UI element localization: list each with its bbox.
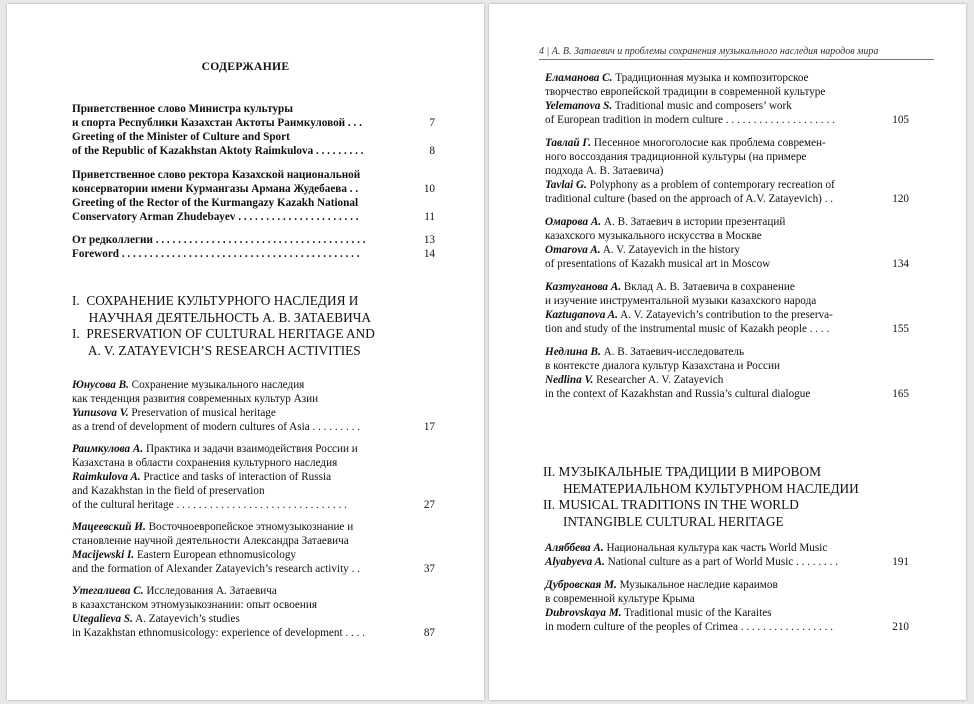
entry-line: [72, 584, 277, 598]
title-en: A. Zatayevich’s studies: [132, 613, 240, 625]
title-en: and Kazakhstan in the field of preservation: [72, 485, 265, 497]
author-en: Yelemanova S.: [545, 100, 613, 112]
title-ru: А. В. Затаевич-исследователь: [600, 346, 745, 358]
page-number: 165: [892, 388, 909, 400]
author-ru: Дубровская М.: [545, 579, 617, 591]
front-entry-text: и спорта Республики Казахстан Актоты Раимкуловой . . .: [72, 117, 362, 129]
title-ru: в контексте диалога культур Казахстана и России: [545, 360, 780, 372]
front-entry-text: Приветственное слово Министра культуры: [72, 103, 294, 115]
title-ru: как тенденция развития современных культур Азии: [72, 393, 319, 405]
title-ru: Песенное многоголосие как проблема современ-: [591, 137, 826, 149]
title-ru: Исследования А. Затаевича: [143, 585, 277, 597]
entry-line: [545, 592, 695, 606]
title-en: Polyphony as a problem of contemporary recreation of: [586, 179, 835, 191]
entry-line: [72, 378, 304, 392]
front-entry-line: [72, 233, 366, 247]
author-ru: Омарова А.: [545, 216, 602, 228]
page-number: 17: [423, 421, 435, 433]
title-en: A. V. Zatayevich’s contribution to the preserva-: [617, 309, 833, 321]
title-ru: в казахстанском этномузыкознании: опыт освоения: [72, 599, 318, 611]
title-ru: Национальная культура как часть World Music: [603, 542, 828, 554]
entry-line: [545, 136, 826, 150]
title-ru: подхода А. В. Затаевича): [545, 165, 664, 177]
page-number: 11: [424, 211, 435, 223]
entry-line: [545, 150, 806, 164]
section-heading: A. V. ZATAYEVICH’S RESEARCH ACTIVITIES: [72, 342, 361, 358]
title-en: Practice and tasks of interaction of Russia: [140, 471, 332, 483]
entry-line: [545, 555, 838, 569]
author-en: Alyabyeva A.: [545, 556, 605, 568]
author-ru: Юнусова В.: [72, 379, 129, 391]
header-rule: [539, 59, 934, 60]
entry-line: [545, 387, 810, 401]
page-number: 155: [892, 323, 909, 335]
left-page: [7, 4, 484, 700]
entry-line: [545, 257, 770, 271]
page-number: 191: [892, 556, 909, 568]
entry-line: [72, 406, 276, 420]
front-entry-line: [72, 210, 359, 224]
entry-line: [72, 548, 296, 562]
author-ru: Аляббева А.: [545, 542, 604, 554]
author-en: Yunusova V.: [72, 407, 129, 419]
title-en: as a trend of development of modern cultures of Asia . . . . . . . . .: [72, 421, 361, 433]
author-ru: Утегалиева С.: [72, 585, 144, 597]
section-heading: II. MUSICAL TRADITIONS IN THE WORLD: [543, 497, 799, 512]
section-heading: НАУЧНАЯ ДЕЯТЕЛЬНОСТЬ А. В. ЗАТАЕВИЧА: [72, 309, 371, 325]
entry-line: [72, 598, 317, 612]
title-en: National culture as a part of World Music . . . . . . . .: [604, 556, 839, 568]
entry-line: [72, 562, 360, 576]
author-en: Tavlai G.: [545, 179, 587, 191]
page-number: 10: [423, 183, 435, 195]
title-en: and the formation of Alexander Zatayevich’s research activity . .: [72, 563, 360, 575]
author-ru: Еламанова С.: [545, 72, 613, 84]
author-en: Omarova A.: [545, 244, 601, 256]
entry-line: [545, 606, 772, 620]
running-header: 4 | А. В. Затаевич и проблемы сохранения музыкального наследия народов мира: [539, 46, 879, 57]
author-en: Nedlina V.: [545, 374, 594, 386]
title-en: traditional culture (based on the approach of A.V. Zatayevich) . .: [545, 193, 834, 205]
entry-line: [72, 470, 331, 484]
page-number: 14: [423, 248, 435, 260]
section-heading: INTANGIBLE CULTURAL HERITAGE: [543, 513, 784, 529]
entry-line: [545, 229, 762, 243]
page-number: 210: [892, 621, 909, 633]
author-en: Macijewski I.: [72, 549, 135, 561]
title-ru: Традиционная музыка и композиторское: [612, 72, 809, 84]
entry-line: [72, 612, 240, 626]
entry-line: [545, 359, 780, 373]
entry-line: [72, 456, 337, 470]
title-en: Researcher A. V. Zatayevich: [593, 374, 724, 386]
title-en: Eastern European ethnomusicology: [134, 549, 297, 561]
front-entry-line: [72, 144, 364, 158]
page-number: 8: [429, 145, 435, 157]
page-number: 105: [892, 114, 909, 126]
author-en: Kaztuganova A.: [545, 309, 618, 321]
entry-line: [72, 392, 318, 406]
entry-line: [545, 99, 792, 113]
section-heading: I. СОХРАНЕНИЕ КУЛЬТУРНОГО НАСЛЕДИЯ И: [72, 293, 359, 308]
title-en: of presentations of Kazakh musical art in Moscow: [545, 258, 771, 270]
entry-line: [545, 243, 740, 257]
section-heading: НЕМАТЕРИАЛЬНОМ КУЛЬТУРНОМ НАСЛЕДИИ: [543, 480, 859, 496]
entry-line: [545, 294, 816, 308]
title-ru: Практика и задачи взаимодействия России и: [143, 443, 358, 455]
front-entry-line: [72, 168, 360, 182]
front-entry-line: [72, 116, 362, 130]
entry-line: [72, 520, 353, 534]
front-entry-text: Greeting of the Rector of the Kurmangazy Kazakh National: [72, 197, 359, 209]
entry-line: [545, 178, 835, 192]
page-number: 13: [423, 234, 435, 246]
section-heading: I. PRESERVATION OF CULTURAL HERITAGE AND: [72, 326, 375, 341]
author-en: Utegalieva S.: [72, 613, 133, 625]
title-en: tion and study of the instrumental music of Kazakh people . . . .: [545, 323, 830, 335]
title-en: Traditional music and composers’ work: [612, 100, 792, 112]
title-en: in the context of Kazakhstan and Russia’s cultural dialogue: [545, 388, 811, 400]
entry-line: [545, 192, 833, 206]
front-entry-text: Приветственное слово ректора Казахской национальной: [72, 169, 361, 181]
author-en: Dubrovskaya M.: [545, 607, 622, 619]
title-ru: А. В. Затаевич в истории презентаций: [601, 216, 786, 228]
entry-line: [545, 620, 833, 634]
title-en: in Kazakhstan ethnomusicology: experience of development . . . .: [72, 627, 365, 639]
entry-line: [545, 373, 723, 387]
page-number: 87: [423, 627, 435, 639]
title-ru: казахского музыкального искусства в Москве: [545, 230, 762, 242]
front-entry-text: of the Republic of Kazakhstan Aktoty Raimkulova . . . . . . . . .: [72, 145, 364, 157]
entry-line: [545, 322, 829, 336]
entry-line: [72, 498, 347, 512]
entry-line: [545, 164, 663, 178]
title-en: of the cultural heritage . . . . . . . . . . . . . . . . . . . . . . . . . . . . . . .: [72, 499, 347, 511]
entry-line: [545, 280, 795, 294]
entry-line: [72, 420, 360, 434]
front-entry-line: [72, 196, 358, 210]
section-heading: II. МУЗЫКАЛЬНЫЕ ТРАДИЦИИ В МИРОВОМ: [543, 464, 821, 479]
front-entry-text: Conservatory Arman Zhudebayev . . . . . . . . . . . . . . . . . . . . . .: [72, 211, 359, 223]
title-en: Preservation of musical heritage: [128, 407, 276, 419]
front-entry-line: [72, 182, 358, 196]
title-en: A. V. Zatayevich in the history: [600, 244, 740, 256]
title-ru: творчество европейской традиции в современной культуре: [545, 86, 826, 98]
entry-line: [72, 442, 358, 456]
front-entry-line: [72, 247, 360, 261]
author-en: Raimkulova A.: [72, 471, 141, 483]
entry-line: [545, 113, 835, 127]
page-number: 120: [892, 193, 909, 205]
title-ru: Сохранение музыкального наследия: [128, 379, 305, 391]
entry-line: [545, 308, 833, 322]
title-ru: Музыкальное наследие караимов: [616, 579, 778, 591]
entry-line: [545, 578, 778, 592]
author-ru: Раимкулова А.: [72, 443, 144, 455]
contents-title: СОДЕРЖАНИЕ: [201, 60, 290, 73]
title-en: in modern culture of the peoples of Crimea . . . . . . . . . . . . . . . . .: [545, 621, 834, 633]
author-ru: Недлина В.: [545, 346, 601, 358]
entry-line: [545, 215, 785, 229]
title-en: of European tradition in modern culture . . . . . . . . . . . . . . . . . . . .: [545, 114, 835, 126]
title-ru: Казахстана в области сохранения культурного наследия: [72, 457, 338, 469]
entry-line: [545, 85, 825, 99]
title-ru: Вклад А. В. Затаевича в сохранение: [621, 281, 795, 293]
page-number: 37: [423, 563, 435, 575]
author-ru: Казтуганова А.: [545, 281, 622, 293]
author-ru: Тавлай Г.: [545, 137, 592, 149]
entry-line: [72, 534, 349, 548]
title-ru: Восточноевропейское этномузыкознание и: [145, 521, 354, 533]
entry-line: [545, 541, 827, 555]
title-ru: и изучение инструментальной музыки казахского народа: [545, 295, 817, 307]
front-entry-line: [72, 130, 290, 144]
page-number: 7: [429, 117, 435, 129]
entry-line: [545, 345, 744, 359]
title-ru: ного воссоздания традиционной культуры (на примере: [545, 151, 807, 163]
title-en: Traditional music of the Karaites: [621, 607, 772, 619]
right-page: [489, 4, 966, 700]
front-entry-line: [72, 102, 293, 116]
front-entry-text: От редколлегии . . . . . . . . . . . . . . . . . . . . . . . . . . . . . . . . . . . . . .: [72, 234, 366, 246]
entry-line: [545, 71, 809, 85]
author-ru: Мацеевский И.: [72, 521, 146, 533]
entry-line: [72, 626, 365, 640]
entry-line: [72, 484, 265, 498]
front-entry-text: консерватории имени Курмангазы Армана Жудебаева . .: [72, 183, 359, 195]
title-ru: в современной культуре Крыма: [545, 593, 695, 605]
title-ru: становление научной деятельности Александра Затаевича: [72, 535, 349, 547]
front-entry-text: Foreword . . . . . . . . . . . . . . . . . . . . . . . . . . . . . . . . . . . . . . . . . . .: [72, 248, 360, 260]
page-number: 27: [423, 499, 435, 511]
page-number: 134: [892, 258, 909, 270]
front-entry-text: Greeting of the Minister of Culture and Sport: [72, 131, 290, 143]
